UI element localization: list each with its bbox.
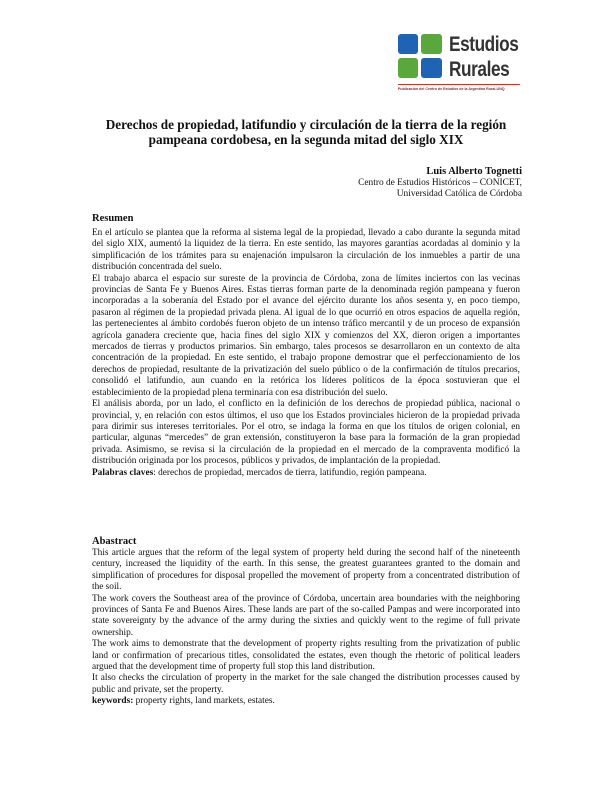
abstract-paragraph-1: This article argues that the reform of the legal system of property held during the second half of the nineteenth century, increased the liquidity of the earth. In this sense, the greatest guarantees granted to the domain and simplification of procedures for disposal propelled the movement of property from a concentrated distribution of the soil. (92, 548, 520, 593)
abstract-heading: Abastract (92, 536, 137, 547)
author-affiliation-2: Universidad Católica de Córdoba (396, 189, 522, 199)
abstract-keywords-label: keywords: (92, 696, 134, 707)
resumen-paragraph-1: En el artículo se plantea que la reforma al sistema legal de la propiedad, llevado a cabo durante la segunda mitad del siglo XIX, aumentó la liquidez de la tierra. En este sentido, las mayores garantías acordadas al dominio y la simplificación de los trámites para su enajenación impulsaron la circulación de los inmuebles a partir de una distribución concentrada del suelo. (92, 228, 520, 273)
abstract-paragraph-3: The work aims to demonstrate that the development of property rights resulting from the privatization of public land or confirmation of precarious titles, consolidated the estates, even though the rhetoric of political leaders argued that the development time of property full stop this land distribution. (92, 639, 520, 673)
resumen-body (92, 228, 520, 479)
resumen-keywords-text: : derechos de propiedad, mercados de tierra, latifundio, región pampeana. (153, 467, 427, 478)
logo-rule (398, 84, 520, 85)
logo-word-estudios: Estudios (449, 33, 519, 56)
logo-tagline: Publicación del Centro de Estudios de la Argentina Rural-UNQ (398, 87, 505, 91)
logo-square-green-top (421, 34, 442, 54)
author-affiliation-1: Centro de Estudios Históricos – CONICET, (358, 177, 522, 188)
estudios-rurales-logo (396, 29, 524, 101)
logo-word-rurales: Rurales (449, 58, 510, 81)
abstract-paragraph-4: It also checks the circulation of property in the market for the sale changed the distribution processes caused by public and private, set the property. (92, 673, 520, 695)
logo-square-blue-top (398, 34, 418, 54)
logo-square-blue-bottom (421, 58, 442, 78)
author-name: Luis Alberto Tognetti (426, 166, 522, 177)
resumen-keywords (92, 468, 520, 479)
resumen-paragraph-2: El trabajo abarca el espacio sur sureste de la provincia de Córdoba, zona de límites inciertos con las vecinas provincias de Santa Fe y Buenos Aires. Estas tierras forman parte de la denominada región pampeana y fueron incorporadas a la soberanía del Estado por el avance del ejército durante los años sesenta y, en poco tiempo, pasaron al régimen de la propiedad privada plena. Al igual de lo que ocurrió en otros espacios de aquella región, las pertenecientes al ámbito cordobés fueron objeto de un intenso tráfico mercantil y de un proceso de expansión agrícola ganadera creciente que, hacia fines del siglo XIX y comienzos del XX, dieron origen a importantes mercados de tierras y productos primarios. Sin embargo, tales procesos se desarrollaron en un contexto de alta concentración de la propiedad. En este sentido, el trabajo propone demostrar que el perfeccionamiento de los derechos de propiedad, resultante de la privatización del suelo público o de la confirmación de títulos precarios, consolidó el latifundio, aun cuando en la retórica los líderes políticos de la época sostuvieran que el establecimiento de la propiedad plena terminaría con esa distribución del suelo. (92, 273, 520, 398)
logo-square-green-bottom (398, 58, 418, 78)
author-block (358, 166, 522, 201)
resumen-heading: Resumen (92, 213, 134, 224)
paper-title: Derechos de propiedad, latifundio y circulación de la tierra de la región pampeana cordobesa, en la segunda mitad del siglo XIX (105, 117, 507, 147)
abstract-paragraph-2: The work covers the Southeast area of the province of Córdoba, uncertain area boundaries with the neighboring provinces of Santa Fe and Buenos Aires. These lands are part of the so-called Pampas and were incorporated into state sovereignty by the advance of the army during the sixties and quickly went to the regime of full private ownership. (92, 593, 520, 638)
resumen-paragraph-3: El análisis aborda, por un lado, el conflicto en la definición de los derechos de propiedad pública, nacional o provincial, y, en relación con estos últimos, el uso que los Estados provinciales hicieron de la propiedad privada para dirimir sus intereses territoriales. Por el otro, se indaga la forma en que los títulos de origen colonial, en particular, algunas “mercedes” de gran extensión, constituyeron la base para la formación de la gran propiedad privada. Asimismo, se revisa si la circulación de la propiedad en el mercado de la compraventa modificó la distribución originada por los procesos, públicos y privados, de implantación de la propiedad. (92, 399, 520, 467)
resumen-keywords-label: Palabras claves (92, 467, 154, 478)
abstract-keywords-text: property rights, land markets, estates. (133, 696, 275, 707)
abstract-keywords (92, 696, 520, 707)
abstract-body (92, 548, 520, 708)
